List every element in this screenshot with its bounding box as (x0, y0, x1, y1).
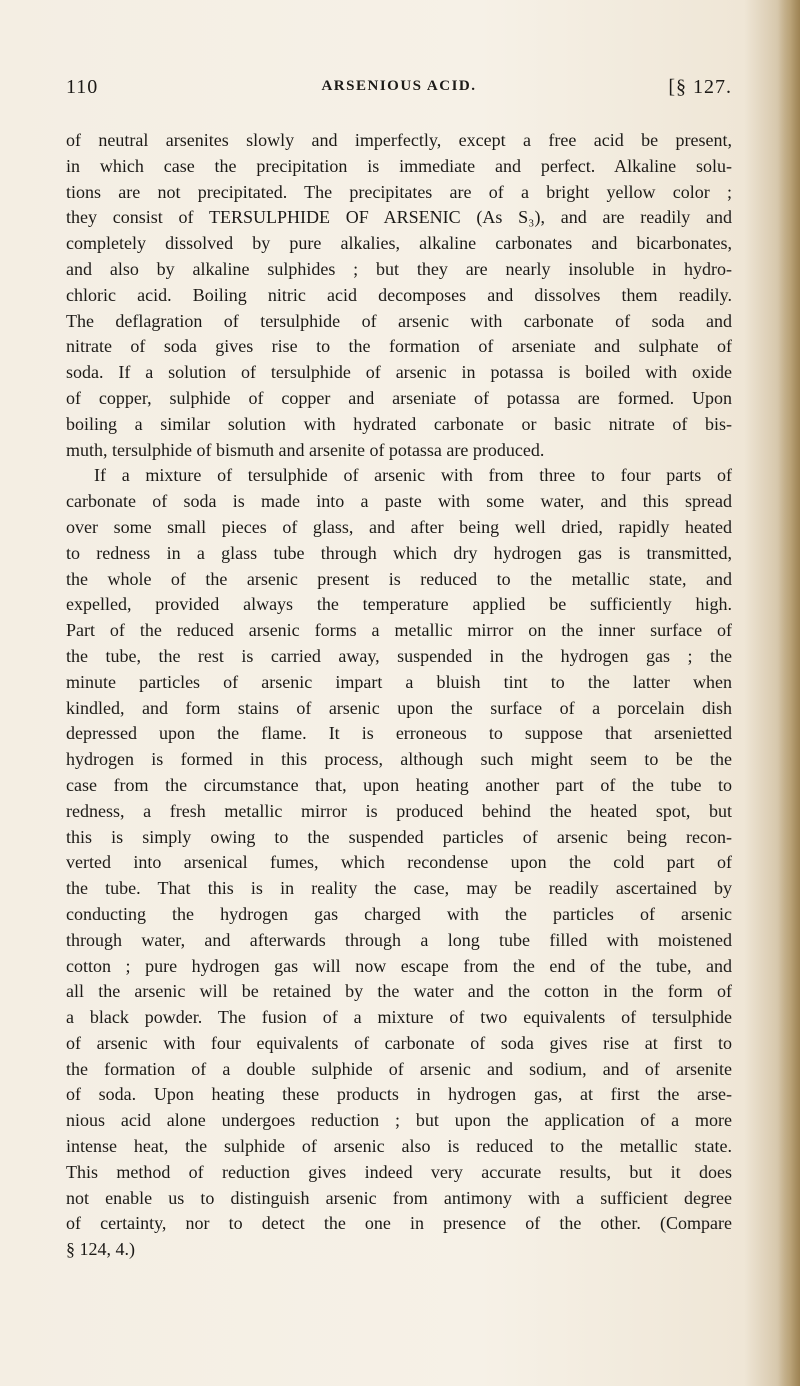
text-line: of neutral arsenites slowly and imperfectly, except a free acid be present, (66, 130, 732, 150)
text-line: of arsenic with four equivalents of carbonate of soda gives rise at first to (66, 1032, 732, 1053)
text-line: nitrate of soda gives rise to the formation of arseniate and sulphate of (66, 336, 732, 357)
text-line: case from the circumstance that, upon heating another part of the tube to (66, 774, 732, 795)
page-edge-shadow (778, 0, 800, 1386)
text-line: intense heat, the sulphide of arsenic also is reduced to the metallic state. (66, 1136, 732, 1157)
text-line: the formation of a double sulphide of arsenic and sodium, and of arsenite (66, 1058, 732, 1079)
text-line: completely dissolved by pure alkalies, alkaline carbonates and bicarbonates, (66, 233, 732, 254)
text-line: chloric acid. Boiling nitric acid decomposes and dissolves them readily. (66, 284, 732, 305)
text-line: § 124, 4.) (66, 1239, 135, 1260)
text-line: Part of the reduced arsenic forms a metallic mirror on the inner surface of (66, 620, 732, 641)
text-line: of certainty, nor to detect the one in presence of the other. (Compare (66, 1213, 732, 1234)
text-line: hydrogen is formed in this process, although such might seem to be the (66, 749, 732, 770)
text-line: this is simply owing to the suspended particles of arsenic being recon- (66, 826, 732, 847)
text-line: the tube. That this is in reality the case, may be readily ascertained by (66, 878, 732, 899)
paragraph-first-line: If a mixture of tersulphide of arsenic with from three to four parts of (94, 465, 732, 486)
text-line: over some small pieces of glass, and after being well dried, rapidly heated (66, 516, 732, 537)
text-line: boiling a similar solution with hydrated carbonate or basic nitrate of bis- (66, 413, 732, 434)
text-line: carbonate of soda is made into a paste with some water, and this spread (66, 491, 732, 512)
text-line: all the arsenic will be retained by the water and the cotton in the form of (66, 981, 732, 1002)
page-number: 110 (66, 76, 99, 98)
text-line: cotton ; pure hydrogen gas will now escape from the end of the tube, and (66, 955, 732, 976)
text-line: nious acid alone undergoes reduction ; but upon the application of a more (66, 1110, 732, 1131)
text-line: soda. If a solution of tersulphide of arsenic in potassa is boiled with oxide (66, 362, 732, 383)
text-line: and also by alkaline sulphides ; but they are nearly insoluble in hydro- (66, 258, 732, 279)
text-line: a black powder. The fusion of a mixture of two equivalents of tersulphide (66, 1007, 732, 1028)
text-line: verted into arsenical fumes, which recondense upon the cold part of (66, 852, 732, 873)
text-line: The deflagration of tersulphide of arsenic with carbonate of soda and (66, 310, 732, 331)
text-line: muth, tersulphide of bismuth and arsenite of potassa are produced. (66, 439, 545, 460)
text-line: of copper, sulphide of copper and arseniate of potassa are formed. Upon (66, 387, 732, 408)
text-line: expelled, provided always the temperature applied be sufficiently high. (66, 594, 732, 615)
text-line: the whole of the arsenic present is reduced to the metallic state, and (66, 568, 732, 589)
text-line: the tube, the rest is carried away, suspended in the hydrogen gas ; the (66, 645, 732, 666)
running-header (66, 76, 732, 106)
text-line: they consist of TERSULPHIDE OF ARSENIC (As S₃), and are readily and (66, 207, 732, 228)
text-line: This method of reduction gives indeed very accurate results, but it does (66, 1161, 732, 1182)
text-line: depressed upon the flame. It is erroneous to suppose that arsenietted (66, 723, 732, 744)
body-text (66, 128, 732, 1263)
section-reference: [§ 127. (668, 76, 732, 98)
text-line: kindled, and form stains of arsenic upon the surface of a porcelain dish (66, 697, 732, 718)
text-line: not enable us to distinguish arsenic from antimony with a sufficient degree (66, 1187, 732, 1208)
running-title: ARSENIOUS ACID. (321, 78, 477, 94)
text-line: minute particles of arsenic impart a bluish tint to the latter when (66, 671, 732, 692)
text-line: of soda. Upon heating these products in hydrogen gas, at first the arse- (66, 1084, 732, 1105)
text-line: through water, and afterwards through a long tube filled with moistened (66, 929, 732, 950)
text-line: to redness in a glass tube through which dry hydrogen gas is transmitted, (66, 542, 732, 563)
text-line: tions are not precipitated. The precipitates are of a bright yellow color ; (66, 181, 732, 202)
text-line: in which case the precipitation is immediate and perfect. Alkaline solu- (66, 155, 732, 176)
text-line: conducting the hydrogen gas charged with the particles of arsenic (66, 903, 732, 924)
text-line: redness, a fresh metallic mirror is produced behind the heated spot, but (66, 800, 732, 821)
